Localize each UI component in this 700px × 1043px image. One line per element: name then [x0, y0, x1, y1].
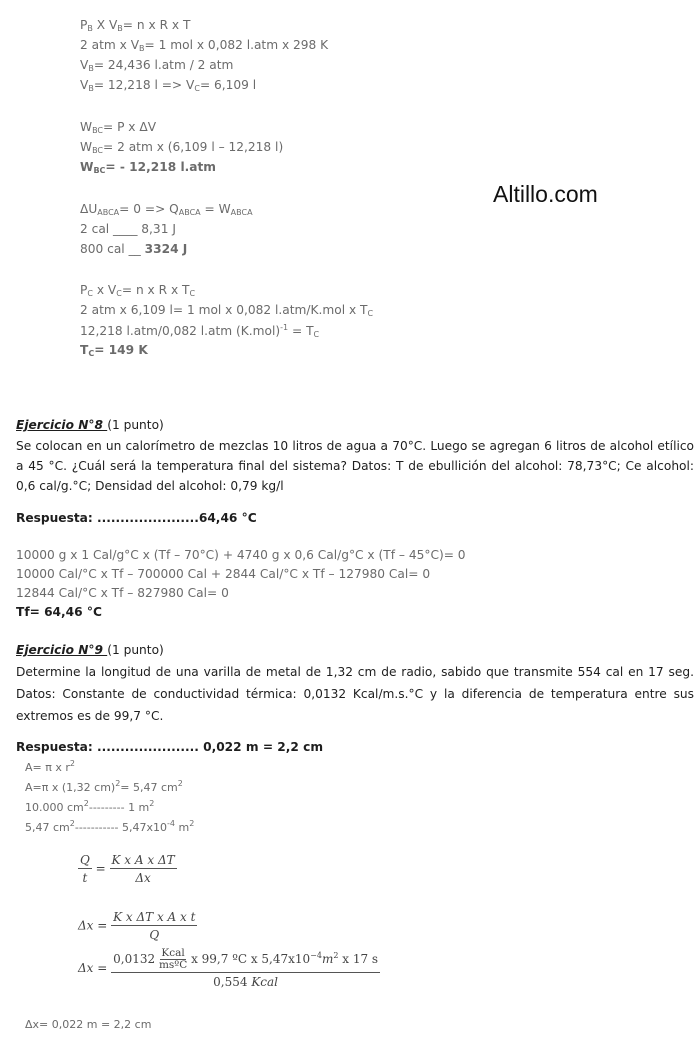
ex8-step: 12844 Cal/°C x Tf – 827980 Cal= 0 — [16, 586, 229, 600]
ex9-answer: Respuesta: ...................... 0,022 m = 2,2 cm — [16, 740, 324, 754]
line-tc-substitution: 2 atm x 6,109 l= 1 mol x 0,082 l.atm/K.mol x $T_C$ — [80, 303, 374, 318]
fraction-delta-x-numeric: 0,0132 Kcal msºC x 99,7 ºC x $5,47x10^{-4}m^2$ x 17 s 0,554 Kcal — [113, 947, 379, 989]
ex8-result: Tf= 64,46 °C — [16, 605, 102, 619]
line-tc-result: $T_C= 149$ K — [80, 343, 148, 358]
ex8-statement: Se colocan en un calorímetro de mezclas 10 litros de agua a 70°C. Luego se agregan 6 litros de alcohol etílico a 45 °C. ¿Cuál será la temperatura final del sistema? Datos: T de ebullición del alcohol: 78,73°C; Ce alcohol: 0,6 cal/g.°C; Densidad del alcohol: 0,79 kg/l — [16, 439, 694, 493]
delta-x-substitution: Δx = 0,0132 Kcal msºC x 99,7 ºC x $5,47x10^{-4}m^2$ x 17 s 0,554 Kcal — [78, 947, 379, 989]
ex9-statement: Determine la longitud de una varilla de metal de 1,32 cm de radio, sabido que transmite 554 cal en 17 seg. Datos: Constante de conductividad térmica: 0,0132 Kcal/m.s.°C y la diferencia de temperatura entre sus extremos es de 99,7 °C. — [16, 665, 694, 723]
fraction-q-over-t: $\frac{Q}{t}$ — [80, 853, 90, 885]
ex9-heading: Ejercicio N°9 (1 punto) — [16, 643, 164, 657]
line-internal-energy: $\Delta U_{ABCA}= 0 => Q_{ABCA} = W_{ABCA}$ — [80, 202, 253, 217]
fourier-law-equation: $\frac{Q}{t}$ = $\frac{\text{K x A x ΔT}}{\Delta x}$ — [80, 853, 175, 885]
unit-kcal-per-msc: Kcal msºC — [158, 947, 188, 971]
line-work-substitution: $W_{BC}= 2$ atm x (6,109 l – 12,218 l) — [80, 140, 284, 155]
line-work-result: $W_{BC}= - 12,218$ l.atm — [80, 160, 217, 175]
line-cal-joule: 2 cal ____ 8,31 J — [80, 222, 176, 236]
fraction-delta-x: $\frac{\text{K x ΔT x A x t}}{Q}$ — [113, 910, 196, 942]
ex9-area-conversion: 10.000 $cm^2---------$ 1 $m^2$ — [25, 799, 155, 814]
delta-x-formula: Δx = $\frac{\text{K x ΔT x A x t}}{Q}$ — [78, 910, 196, 942]
line-cal-conversion: 800 cal __ 3324 J — [80, 242, 188, 256]
ex9-area-result: 5,47 $cm^2-----------$ $5,47x10^{-4}$ $m^2$ — [25, 819, 195, 834]
line-vb-calc: $V_B= 24,436$ l.atm / 2 atm — [80, 58, 234, 73]
fraction-fourier-rhs: $\frac{\text{K x A x ΔT}}{\Delta x}$ — [111, 853, 175, 885]
line-tc-calc: 12,218 l.atm/0,082 l.atm $(K.mol)^{-1} = T_C$ — [80, 323, 320, 339]
ex8-heading: Ejercicio N°8 (1 punto) — [16, 418, 164, 432]
ex8-step: 10000 g x 1 Cal/g°C x (Tf – 70°C) + 4740 g x 0,6 Cal/g°C x (Tf – 45°C)= 0 — [16, 548, 466, 562]
line-vb-result: $V_B= 12,218$ $l => V_C= 6,109$ l — [80, 78, 257, 93]
ex9-final-result: Δx= 0,022 m = 2,2 cm — [25, 1018, 152, 1031]
ex8-answer: Respuesta: ......................64,46 °C — [16, 511, 257, 525]
altillo-watermark: Altillo.com — [493, 181, 598, 207]
ex8-step: 10000 Cal/°C x Tf – 700000 Cal + 2844 Cal/°C x Tf – 127980 Cal= 0 — [16, 567, 431, 581]
line-pv-substitution: 2 atm x $V_B= 1$ mol x 0,082 l.atm x 298 K — [80, 38, 329, 53]
ex9-area-formula: A= π x $r^2$ — [25, 759, 75, 774]
line-pv-equation: $P_B$ X $V_B= n$ x R x T — [80, 18, 191, 33]
line-work-formula: $W_{BC}= P$ x ΔV — [80, 120, 157, 135]
line-tc-formula: $P_C$ x $V_C= n$ x R x $T_C$ — [80, 283, 196, 298]
ex9-area-calc: A=π x (1,32 cm)$^2$= 5,47 $cm^2$ — [25, 779, 183, 794]
